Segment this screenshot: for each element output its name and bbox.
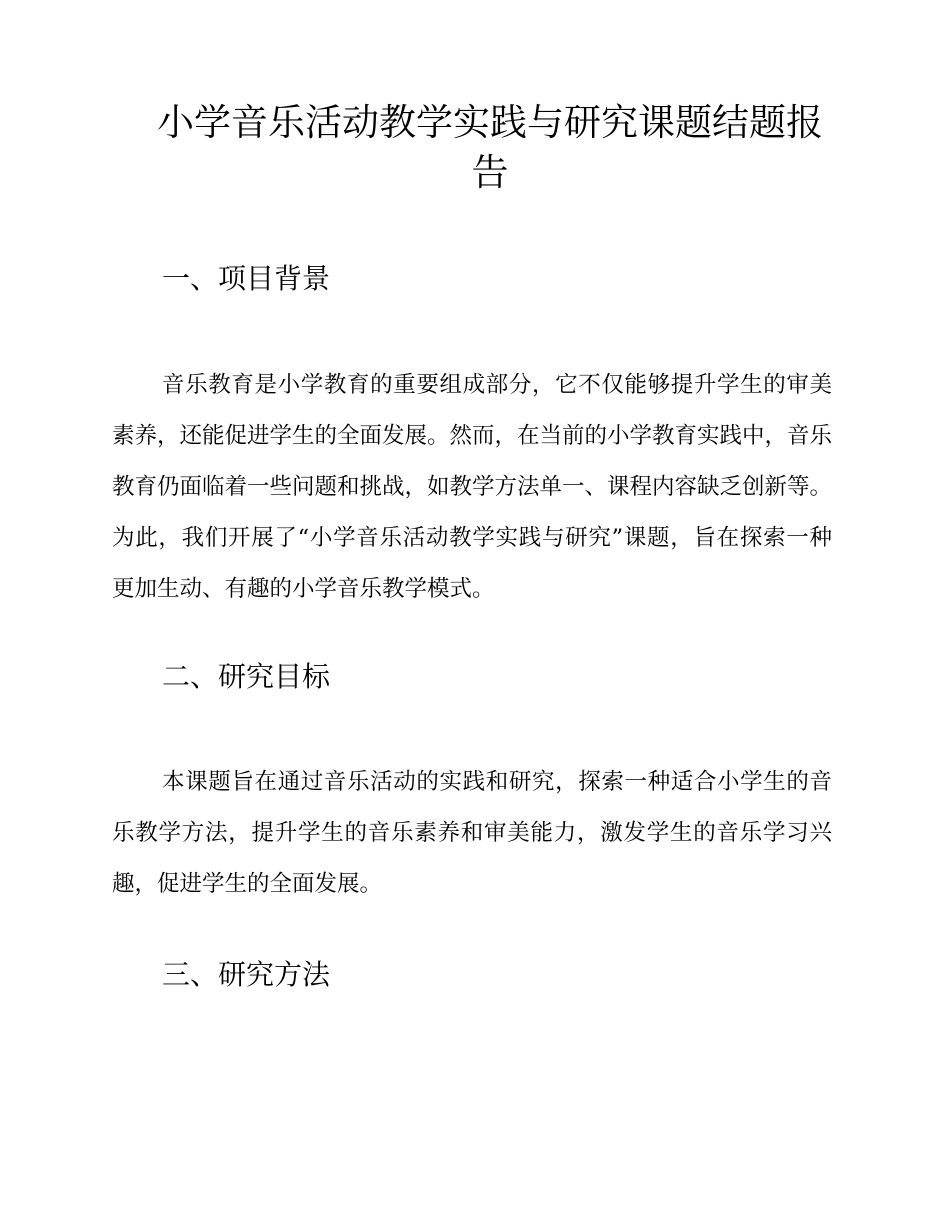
section-heading-methods: 三、研究方法 (162, 958, 331, 991)
section-heading-background: 一、项目背景 (162, 262, 331, 295)
document-title: 小学音乐活动教学实践与研究课题结题报告 (157, 101, 823, 194)
section-heading-goals: 二、研究目标 (162, 660, 331, 693)
section-paragraph-goals: 本课题旨在通过音乐活动的实践和研究，探索一种适合小学生的音乐教学方法，提升学生的音乐素养和审美能力，激发学生的音乐学习兴趣，促进学生的全面发展。 (112, 769, 832, 897)
section-paragraph-background: 音乐教育是小学教育的重要组成部分，它不仅能够提升学生的审美素养，还能促进学生的全面发展。然而，在当前的小学教育实践中，音乐教育仍面临着一些问题和挑战，如教学方法单一、课程内容缺乏创新等。为此，我们开展了“小学音乐活动教学实践与研究”课题，旨在探索一种更加生动、有趣的小学音乐教学模式。 (112, 372, 833, 602)
